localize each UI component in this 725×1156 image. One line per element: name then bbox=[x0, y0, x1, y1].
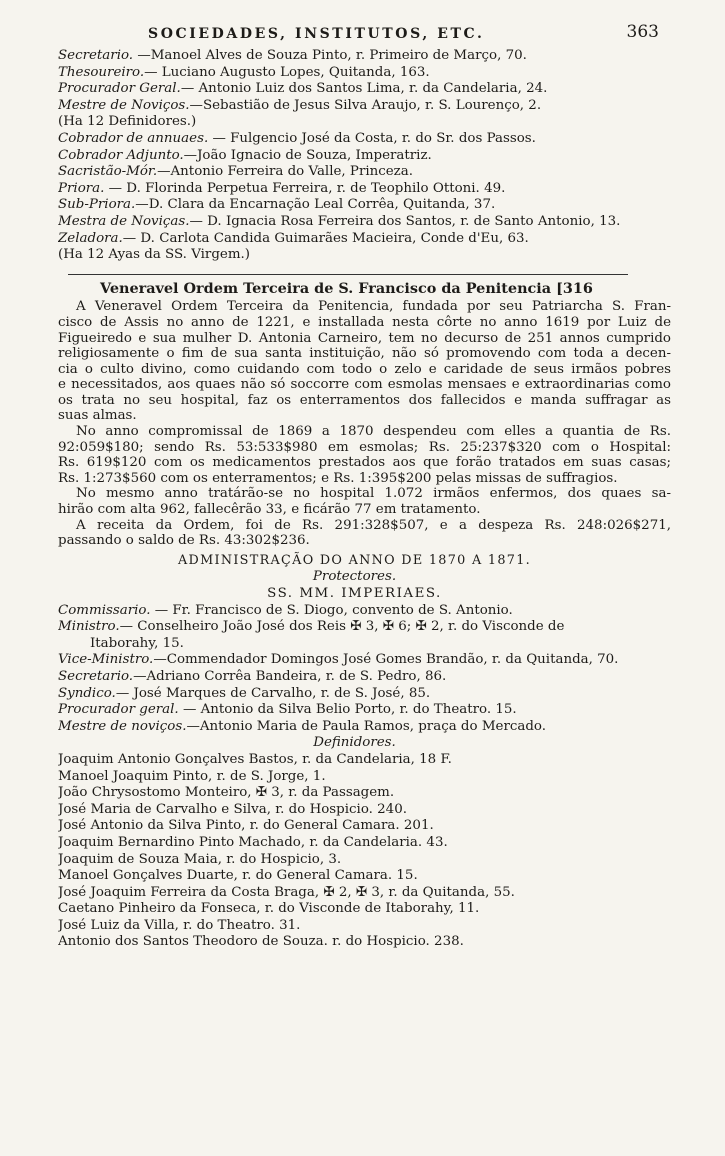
paragraph-line: No anno compromissal de 1869 a 1870 despendeu com elles a quantia de Rs. bbox=[76, 424, 671, 440]
definidor-entry: Antonio dos Santos Theodoro de Souza. r. do Hospicio. 238. bbox=[58, 934, 464, 950]
officer-text: —João Ignacio de Souza, Imperatriz. bbox=[183, 147, 432, 163]
paragraph-line: A Veneravel Ordem Terceira da Penitencia, fundada por seu Patriarcha S. Fran- bbox=[76, 299, 671, 315]
officer-text: —Manoel Alves de Souza Pinto, r. Primeiro de Março, 70. bbox=[133, 48, 527, 63]
officer-text: — Fr. Francisco de S. Diogo, convento de S. Antonio. bbox=[150, 602, 513, 618]
officer-text: — D. Florinda Perpetua Ferreira, r. de Teophilo Ottoni. 49. bbox=[104, 180, 506, 196]
officers-list bbox=[58, 48, 671, 264]
paragraph-line: passando o saldo de Rs. 43:302$236. bbox=[58, 533, 310, 549]
definidor-entry: Manoel Joaquim Pinto, r. de S. Jorge, 1. bbox=[58, 768, 326, 784]
officer-entry bbox=[58, 148, 671, 165]
paragraph-line: cia o culto divino, como cuidando com todo o zelo e caridade de seus irmãos pobres bbox=[58, 361, 671, 377]
protectors-heading: Protectores. bbox=[312, 569, 397, 585]
officer-entry bbox=[58, 131, 671, 148]
officer-text: Itaborahy, 15. bbox=[90, 635, 184, 651]
definidor-entry: Joaquim de Souza Maia, r. do Hospicio, 3. bbox=[58, 851, 342, 867]
officer-text: —Commendador Domingos José Gomes Brandão, r. da Quitanda, 70. bbox=[153, 652, 619, 668]
definidor-entry: Joaquim Bernardino Pinto Machado, r. da Candelaria. 43. bbox=[58, 834, 448, 850]
officer-entry bbox=[58, 181, 671, 198]
officer-text: — Antonio da Silva Belio Porto, r. do Theatro. 15. bbox=[178, 702, 517, 718]
officer-entry bbox=[58, 247, 671, 264]
officer-text: — D. Carlota Candida Guimarães Macieira, Conde d'Eu, 63. bbox=[122, 230, 529, 246]
officer-text: — Fulgencio José da Costa, r. do Sr. dos Passos. bbox=[208, 130, 536, 146]
officer-text: — D. Ignacia Rosa Ferreira dos Santos, r. de Santo Antonio, 13. bbox=[189, 213, 621, 229]
officer-entry bbox=[58, 686, 671, 703]
officer-entry bbox=[58, 65, 671, 82]
officer-text: —Sebastião de Jesus Silva Araujo, r. S. Lourenço, 2. bbox=[189, 97, 542, 113]
officer-entry bbox=[58, 702, 671, 719]
definidor-entry: Joaquim Antonio Gonçalves Bastos, r. da Candelaria, 18 F. bbox=[58, 751, 452, 767]
definidor-entry: João Chrysostomo Monteiro, ✠ 3, r. da Passagem. bbox=[58, 785, 395, 801]
officer-entry bbox=[58, 114, 671, 131]
officer-role: Secretario. bbox=[58, 668, 134, 684]
officer-text: —D. Clara da Encarnação Leal Corrêa, Quitanda, 37. bbox=[135, 197, 496, 213]
officer-role: Priora. bbox=[58, 180, 105, 196]
officer-text: —Antonio Ferreira do Valle, Princeza. bbox=[157, 164, 413, 180]
officer-entry bbox=[58, 81, 671, 98]
running-header bbox=[58, 22, 671, 48]
hospital-paragraph bbox=[58, 486, 671, 517]
officer-text: (Ha 12 Ayas da SS. Virgem.) bbox=[58, 247, 250, 263]
officer-role: Mestra de Noviças. bbox=[58, 213, 190, 229]
paragraph-line: Figueiredo e sua mulher D. Antonia Carneiro, tem no decurso de 251 annos cumprido bbox=[58, 330, 671, 346]
officer-entry bbox=[58, 98, 671, 115]
administration-heading: ADMINISTRAÇÃO DO ANNO DE 1870 A 1871. bbox=[177, 552, 532, 568]
paragraph-line: hirão com alta 962, fallecêrão 33, e ficárão 77 em tratamento. bbox=[58, 502, 481, 518]
section-divider bbox=[68, 274, 628, 275]
officer-role: Secretario. bbox=[58, 48, 134, 63]
officer-entry bbox=[58, 231, 671, 248]
paragraph-line: No mesmo anno tratárão-se no hospital 1.072 irmãos enfermos, dos quaes sa- bbox=[76, 486, 671, 502]
definidores-heading: Definidores. bbox=[313, 735, 396, 751]
administration-list bbox=[58, 603, 671, 736]
paragraph-line: A receita da Ordem, foi de Rs. 291:328$507, e a despeza Rs. 248:026$271, bbox=[76, 517, 671, 533]
officer-entry bbox=[58, 164, 671, 181]
officer-role: Zeladora. bbox=[58, 230, 123, 246]
officer-text: —Adriano Corrêa Bandeira, r. de S. Pedro, 86. bbox=[133, 668, 447, 684]
definidores-list bbox=[58, 752, 671, 951]
paragraph-line: religiosamente o fim de sua santa instituição, não só promovendo com toda a decen- bbox=[58, 346, 671, 362]
definidor-entry: José Antonio da Silva Pinto, r. do General Camara. 201. bbox=[58, 818, 434, 834]
page-number: 363 bbox=[626, 22, 659, 42]
officer-text: — José Marques de Carvalho, r. de S. José, 85. bbox=[115, 685, 431, 701]
officer-role: Cobrador de annuaes. bbox=[58, 130, 209, 146]
officer-role: Commissario. bbox=[58, 602, 151, 618]
officer-role: Procurador Geral. bbox=[58, 81, 181, 97]
officer-text: (Ha 12 Definidores.) bbox=[58, 114, 197, 130]
officer-role: Cobrador Adjunto. bbox=[58, 147, 184, 163]
paragraph-line: Rs. 1:273$560 com os enterramentos; e Rs. 1:395$200 pelas missas de suffragios. bbox=[58, 470, 618, 486]
definidor-entry: Manoel Gonçalves Duarte, r. do General Camara. 15. bbox=[58, 868, 418, 884]
officer-role: Ministro. bbox=[58, 619, 120, 635]
officer-text: — Luciano Augusto Lopes, Quitanda, 163. bbox=[144, 64, 430, 80]
officer-entry bbox=[58, 619, 671, 636]
officer-role: Procurador geral. bbox=[58, 702, 179, 718]
officer-role: Mestre de noviços. bbox=[58, 718, 187, 734]
officer-role: Thesoureiro. bbox=[58, 64, 145, 80]
officer-role: Sacristão-Mór. bbox=[58, 164, 158, 180]
paragraph-line: os trata no seu hospital, faz os enterramentos dos fallecidos e manda suffragar as bbox=[58, 392, 671, 408]
paragraph-line: Rs. 619$120 com os medicamentos prestados aos que forão tratados em suas casas; bbox=[58, 455, 671, 471]
officer-role: Syndico. bbox=[58, 685, 116, 701]
paragraph-line: 92:059$180; sendo Rs. 53:533$980 em esmolas; Rs. 25:237$320 com o Hospital: bbox=[58, 439, 671, 455]
definidor-entry: Caetano Pinheiro da Fonseca, r. do Visconde de Itaborahy, 11. bbox=[58, 901, 480, 917]
definidor-entry: José Joaquim Ferreira da Costa Braga, ✠ 2, ✠ 3, r. da Quitanda, 55. bbox=[58, 884, 515, 900]
officer-entry bbox=[58, 719, 671, 736]
expenses-paragraph bbox=[58, 424, 671, 486]
paragraph-line: e necessitados, aos quaes não só soccorre com esmolas mensaes e extraordinarias como bbox=[58, 377, 671, 393]
officer-entry bbox=[58, 197, 671, 214]
history-paragraph bbox=[58, 299, 671, 424]
officer-role: Vice-Ministro. bbox=[58, 652, 154, 668]
paragraph-line: suas almas. bbox=[58, 408, 137, 424]
officer-text: — Conselheiro João José dos Reis ✠ 3, ✠ 6; ✠ 2, r. do Visconde de bbox=[119, 619, 565, 635]
header-title: SOCIEDADES, INSTITUTOS, ETC. bbox=[148, 26, 485, 42]
section-title: Veneravel Ordem Terceira de S. Francisco da Penitencia [316 bbox=[100, 279, 593, 297]
officer-entry bbox=[58, 652, 671, 669]
officer-role: Sub-Priora. bbox=[58, 197, 136, 213]
receipts-paragraph bbox=[58, 518, 671, 549]
paragraph-line: cisco de Assis no anno de 1221, e installada nesta côrte no anno 1619 por Luiz de bbox=[58, 314, 671, 330]
definidor-entry: José Luiz da Villa, r. do Theatro. 31. bbox=[58, 917, 301, 933]
definidor-entry: José Maria de Carvalho e Silva, r. do Hospicio. 240. bbox=[58, 801, 407, 817]
officer-entry bbox=[58, 636, 671, 653]
officer-text: — Antonio Luiz dos Santos Lima, r. da Candelaria, 24. bbox=[180, 81, 548, 97]
officer-role: Mestre de Noviços. bbox=[58, 97, 190, 113]
officer-entry bbox=[58, 48, 671, 65]
officer-entry bbox=[58, 214, 671, 231]
officer-entry bbox=[58, 669, 671, 686]
officer-entry bbox=[58, 603, 671, 620]
officer-text: —Antonio Maria de Paula Ramos, praça do Mercado. bbox=[186, 718, 546, 734]
protectors-line: SS. MM. IMPERIAES. bbox=[267, 586, 442, 601]
